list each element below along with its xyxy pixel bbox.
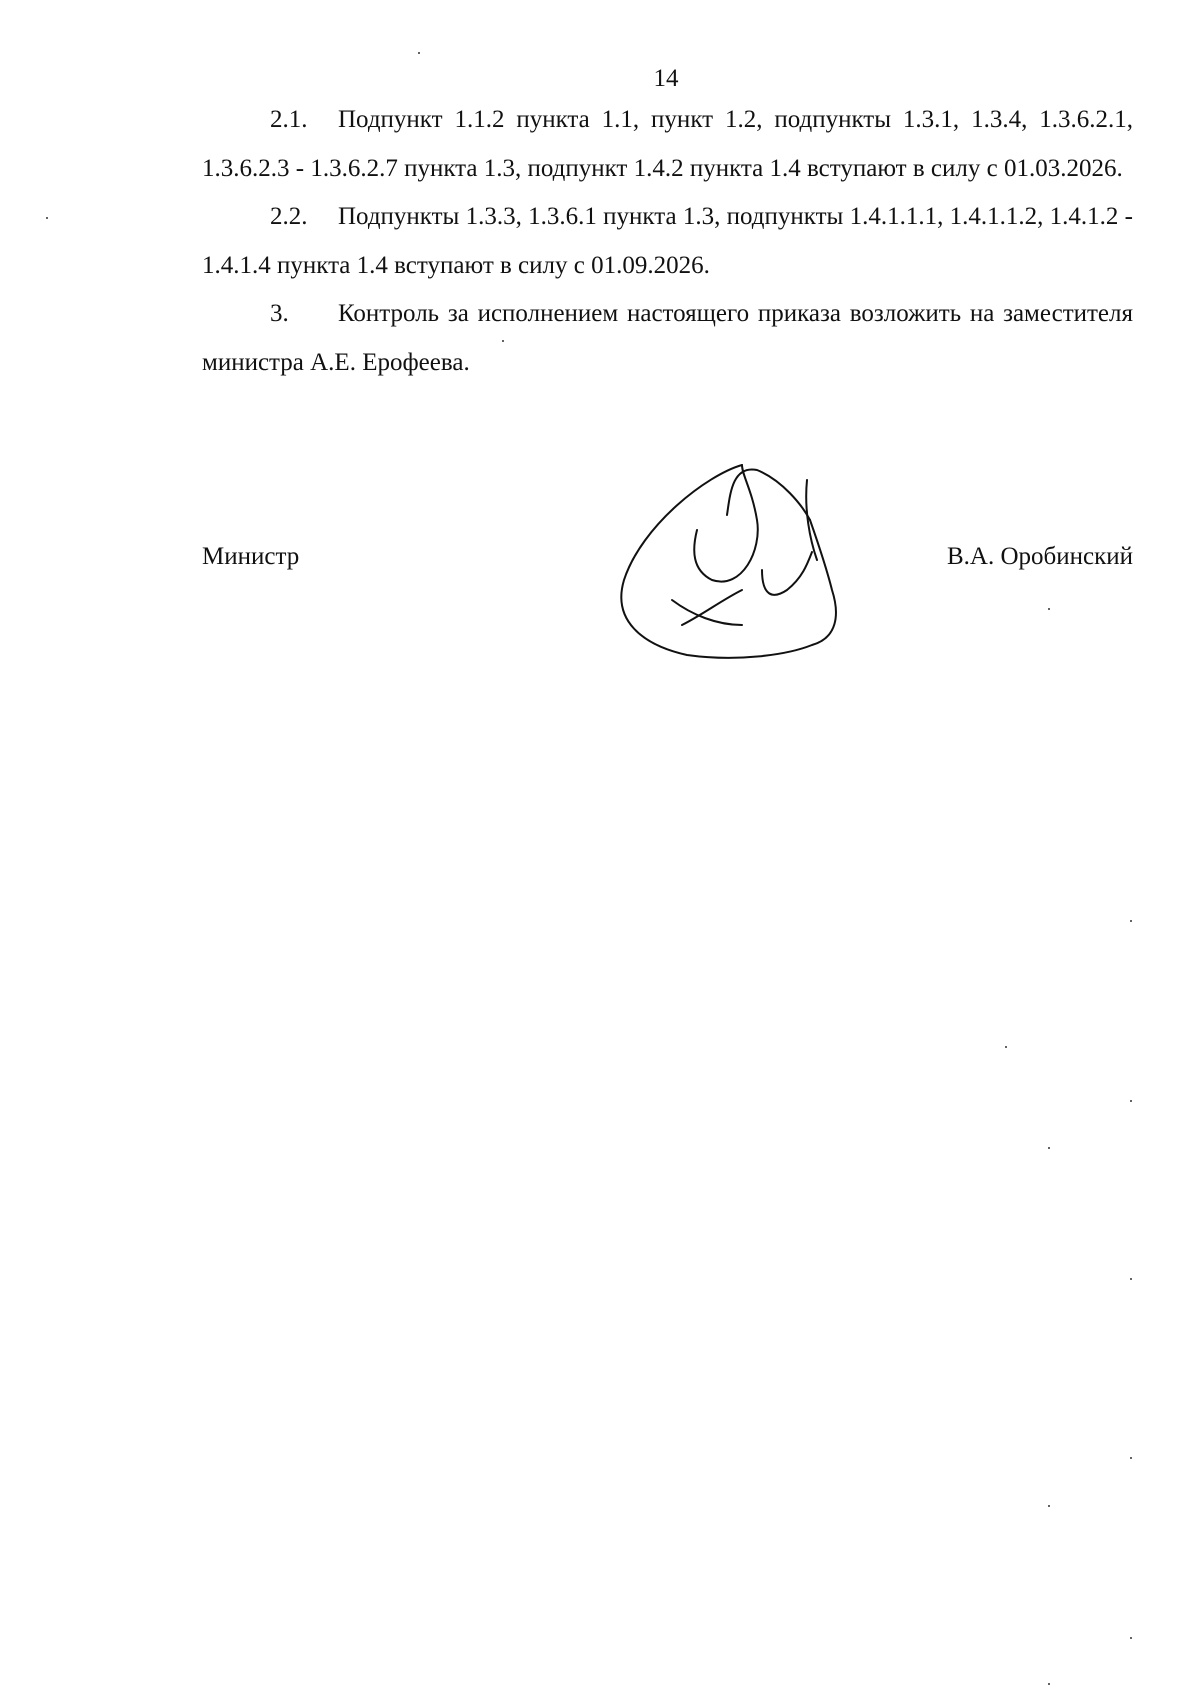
scan-speck	[1130, 1278, 1132, 1280]
scan-speck	[1130, 1637, 1132, 1639]
paragraph-number: 2.1.	[270, 106, 308, 133]
scan-speck	[1048, 1683, 1050, 1685]
signatory-name: В.А. Оробинский	[946, 543, 1133, 570]
scan-speck	[1048, 1147, 1050, 1149]
paragraph-number: 2.2.	[270, 203, 308, 230]
scan-speck	[1130, 920, 1132, 922]
paragraph-text: Подпункт 1.1.2 пункта 1.1, пункт 1.2, подпункты 1.3.1, 1.3.4, 1.3.6.2.1, 1.3.6.2.3 - 1.3.6.2.7 пункта 1.3, подпункт 1.4.2 пункта 1.4 вступают в силу с 01.03.2026.	[202, 106, 1133, 182]
paragraph-3	[202, 290, 1133, 387]
scan-speck	[1048, 1505, 1050, 1507]
scan-speck	[418, 52, 420, 54]
signatory-title: Министр	[202, 543, 300, 570]
scan-speck	[502, 340, 504, 342]
paragraph-text: Подпункты 1.3.3, 1.3.6.1 пункта 1.3, подпункты 1.4.1.1.1, 1.4.1.1.2, 1.4.1.2 - 1.4.1.4 пункта 1.4 вступают в силу с 01.09.2026.	[202, 203, 1133, 279]
paragraph-2-2	[202, 193, 1133, 290]
scan-speck	[1130, 1100, 1132, 1102]
scan-speck	[1005, 1046, 1007, 1048]
paragraph-text: Контроль за исполнением настоящего приказа возложить на заместителя министра А.Е. Ерофеева.	[202, 300, 1133, 376]
document-body	[202, 96, 1133, 387]
paragraph-2-1	[202, 96, 1133, 193]
scan-speck	[1130, 1457, 1132, 1459]
scan-speck	[46, 217, 48, 219]
scan-speck	[1048, 608, 1050, 610]
page-number: 14	[653, 65, 679, 92]
handwritten-signature	[612, 450, 902, 662]
paragraph-number: 3.	[270, 300, 289, 327]
